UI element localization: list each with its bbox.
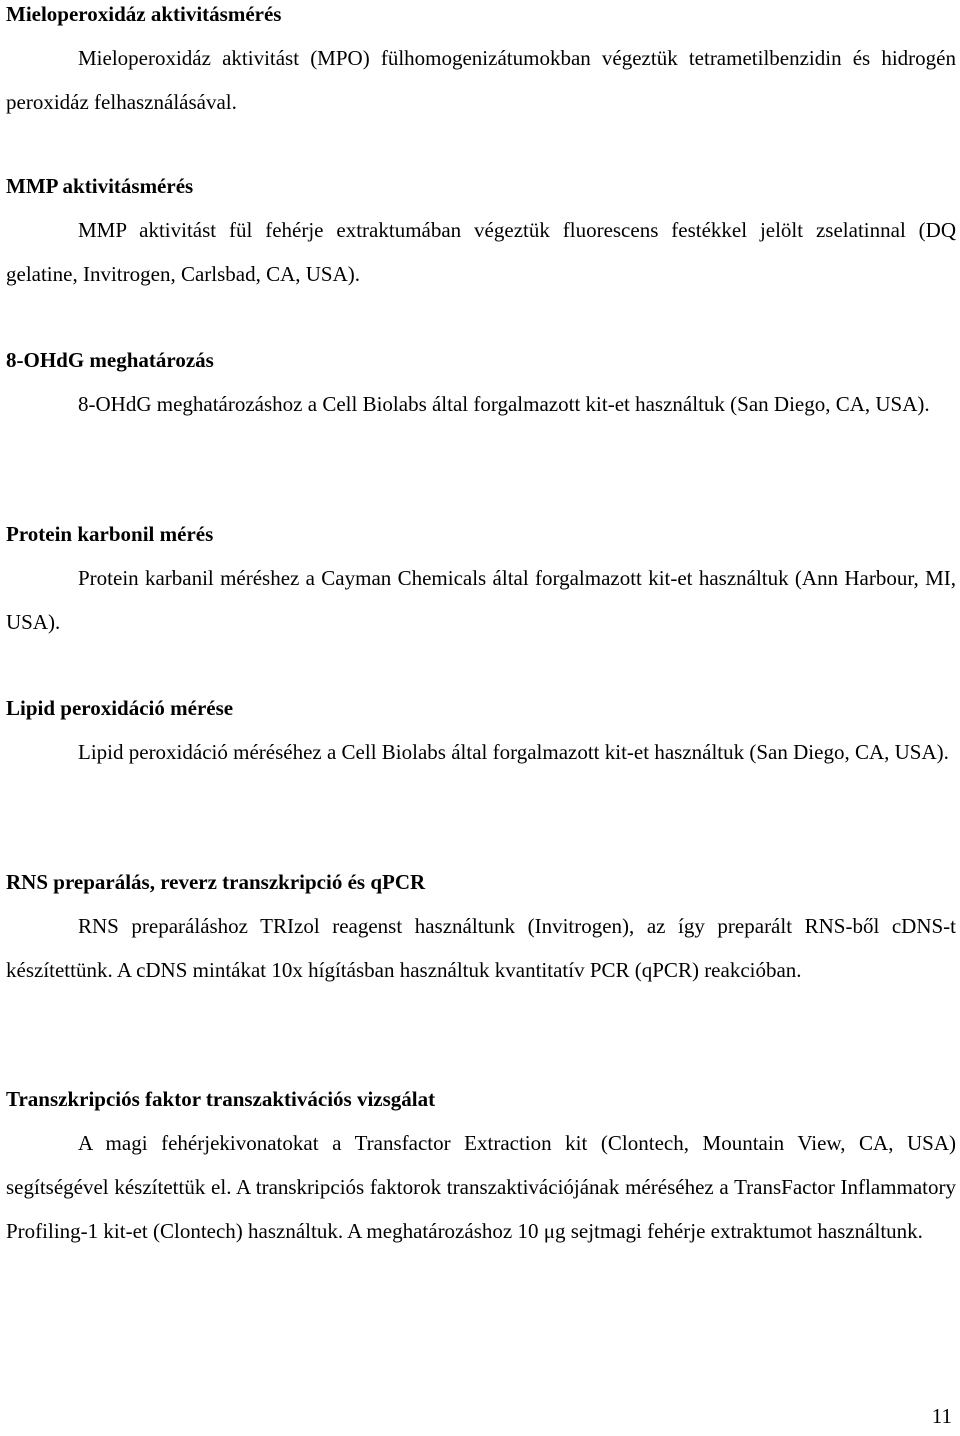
- page-number: 11: [931, 1404, 952, 1428]
- section-mmp: [6, 164, 956, 296]
- section-heading: RNS preparálás, reverz transzkripció és qPCR: [6, 870, 426, 894]
- section-body: Protein karbanil méréshez a Cayman Chemicals által forgalmazott kit-et használtuk (Ann Harbour, MI, USA).: [6, 566, 956, 634]
- section-rns-qpcr: [6, 860, 956, 992]
- section-body: RNS preparáláshoz TRIzol reagenst használtunk (Invitrogen), az így preparált RNS-ből cDNS-t készítettünk. A cDNS mintákat 10x hígításban használtuk kvantitatív PCR (qPCR) reakcióban.: [6, 914, 956, 982]
- section-protein-karbonil: [6, 512, 956, 644]
- section-body: 8-OHdG meghatározáshoz a Cell Biolabs által forgalmazott kit-et használtuk (San Diego, CA, USA).: [78, 392, 930, 416]
- section-8ohdg: [6, 338, 956, 426]
- section-body: A magi fehérjekivonatokat a Transfactor Extraction kit (Clontech, Mountain View, CA, USA) segítségével készítettük el. A transkripciós faktorok transzaktivációjának méréséhez a TransFactor Inflammatory Profiling-1 kit-et (Clontech) használtuk. A meghatározáshoz 10 μg sejtmagi fehérje extraktumot használtunk.: [6, 1131, 956, 1243]
- section-lipid-peroxidacio: [6, 686, 956, 774]
- section-body: MMP aktivitást fül fehérje extraktumában végeztük fluorescens festékkel jelölt zselatinnal (DQ gelatine, Invitrogen, Carlsbad, CA, USA).: [6, 218, 956, 286]
- section-heading: 8-OHdG meghatározás: [6, 348, 214, 372]
- section-heading: Protein karbonil mérés: [6, 522, 214, 546]
- section-transzkripcios-faktor: [6, 1077, 956, 1253]
- section-heading: Mieloperoxidáz aktivitásmérés: [6, 2, 282, 26]
- section-mpo: [6, 0, 956, 124]
- section-heading: Transzkripciós faktor transzaktivációs vizsgálat: [6, 1087, 436, 1111]
- section-body: Lipid peroxidáció méréséhez a Cell Biolabs által forgalmazott kit-et használtuk (San Diego, CA, USA).: [78, 740, 949, 764]
- section-heading: MMP aktivitásmérés: [6, 174, 194, 198]
- section-body: Mieloperoxidáz aktivitást (MPO) fülhomogenizátumokban végeztük tetrametilbenzidin és hidrogén peroxidáz felhasználásával.: [6, 46, 956, 114]
- section-heading: Lipid peroxidáció mérése: [6, 696, 234, 720]
